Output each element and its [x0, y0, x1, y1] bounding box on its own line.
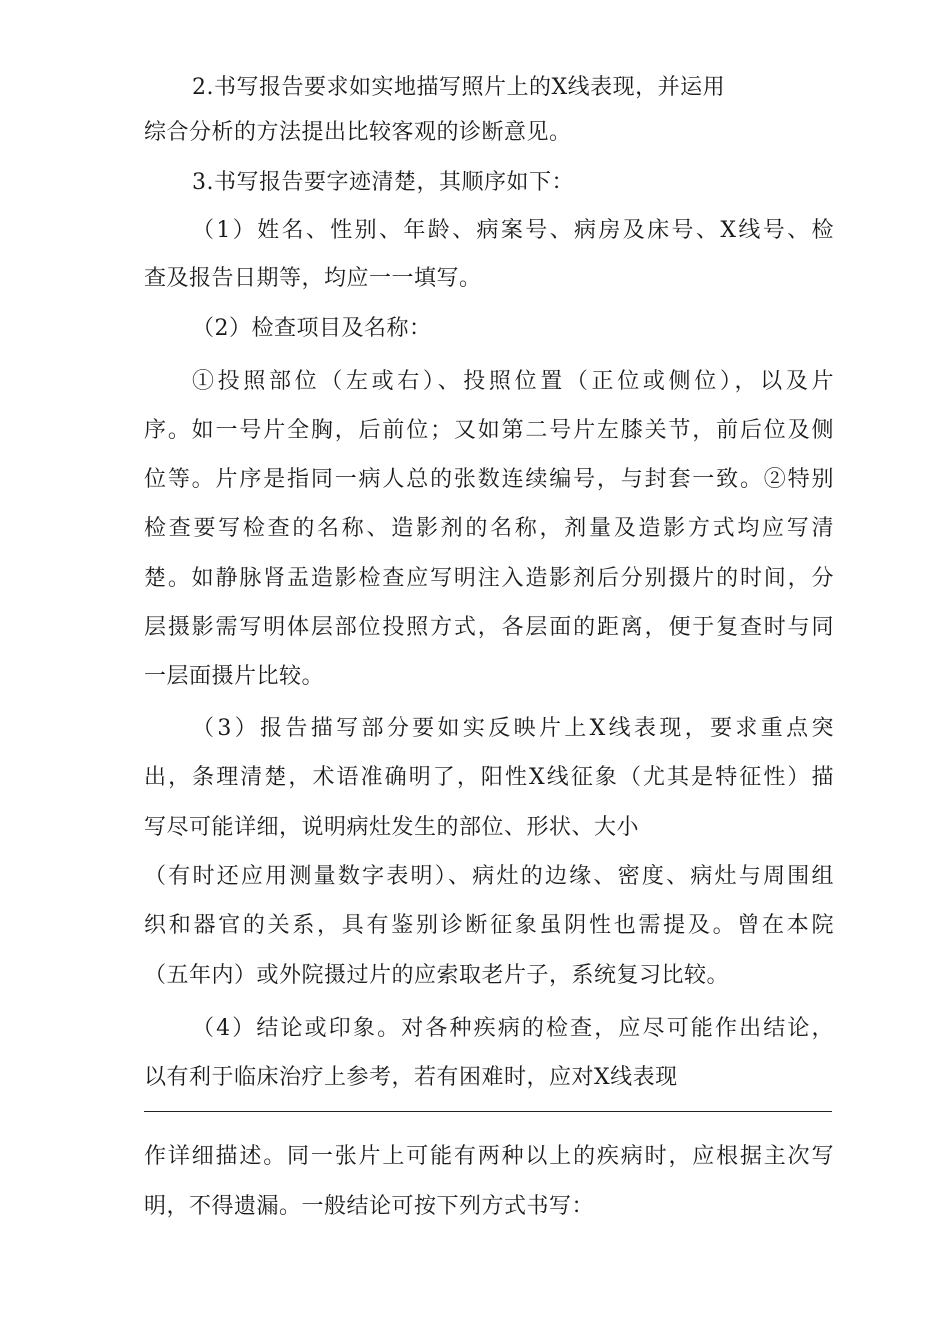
text-line: （4）结论或印象。对各种疾病的检查，应尽可能作出结论，: [192, 1016, 834, 1041]
page-break-rule: [144, 1111, 832, 1112]
text-line: （2）检查项目及名称：: [192, 316, 432, 341]
text-line: ①投照部位（左或右）、投照位置（正位或侧位），以及片: [192, 369, 834, 394]
text-line: 2.书写报告要求如实地描写照片上的X线表现，并运用: [192, 75, 726, 100]
text-line: 作详细描述。同一张片上可能有两种以上的疾病时，应根据主次写: [144, 1144, 834, 1169]
text-line: 层摄影需写明体层部位投照方式，各层面的距离，便于复查时与同: [144, 615, 834, 640]
text-line: 综合分析的方法提出比较客观的诊断意见。: [144, 120, 572, 145]
text-line: （1）姓名、性别、年龄、病案号、病房及床号、X线号、检: [192, 218, 834, 243]
text-line: （五年内）或外院摄过片的应索取老片子，系统复习比较。: [144, 963, 730, 988]
text-line: 检查要写检查的名称、造影剂的名称，剂量及造影方式均应写清: [144, 516, 834, 541]
text-line: 3.书写报告要字迹清楚，其顺序如下：: [192, 170, 574, 195]
text-line: 写尽可能详细，说明病灶发生的部位、形状、大小: [144, 815, 640, 840]
text-line: 一层面摄片比较。: [144, 664, 325, 689]
text-line: 楚。如静脉肾盂造影检查应写明注入造影剂后分别摄片的时间，分: [144, 566, 834, 591]
text-line: 出，条理清楚，术语准确明了，阳性X线征象（尤其是特征性）描: [144, 765, 834, 790]
text-line: 明，不得遗漏。一般结论可按下列方式书写：: [144, 1194, 595, 1219]
text-line: 织和器官的关系，具有鉴别诊断征象虽阴性也需提及。曾在本院: [144, 913, 834, 938]
text-line: 查及报告日期等，均应一一填写。: [144, 266, 482, 291]
text-line: 序。如一号片全胸，后前位；又如第二号片左膝关节，前后位及侧: [144, 418, 834, 443]
text-line: 位等。片序是指同一病人总的张数连续编号，与封套一致。②特别: [144, 467, 834, 492]
text-line: 以有利于临床治疗上参考，若有困难时，应对X线表现: [144, 1065, 678, 1090]
text-line: （有时还应用测量数字表明）、病灶的边缘、密度、病灶与周围组: [144, 864, 834, 889]
text-line: （3）报告描写部分要如实反映片上X线表现，要求重点突: [192, 716, 834, 741]
